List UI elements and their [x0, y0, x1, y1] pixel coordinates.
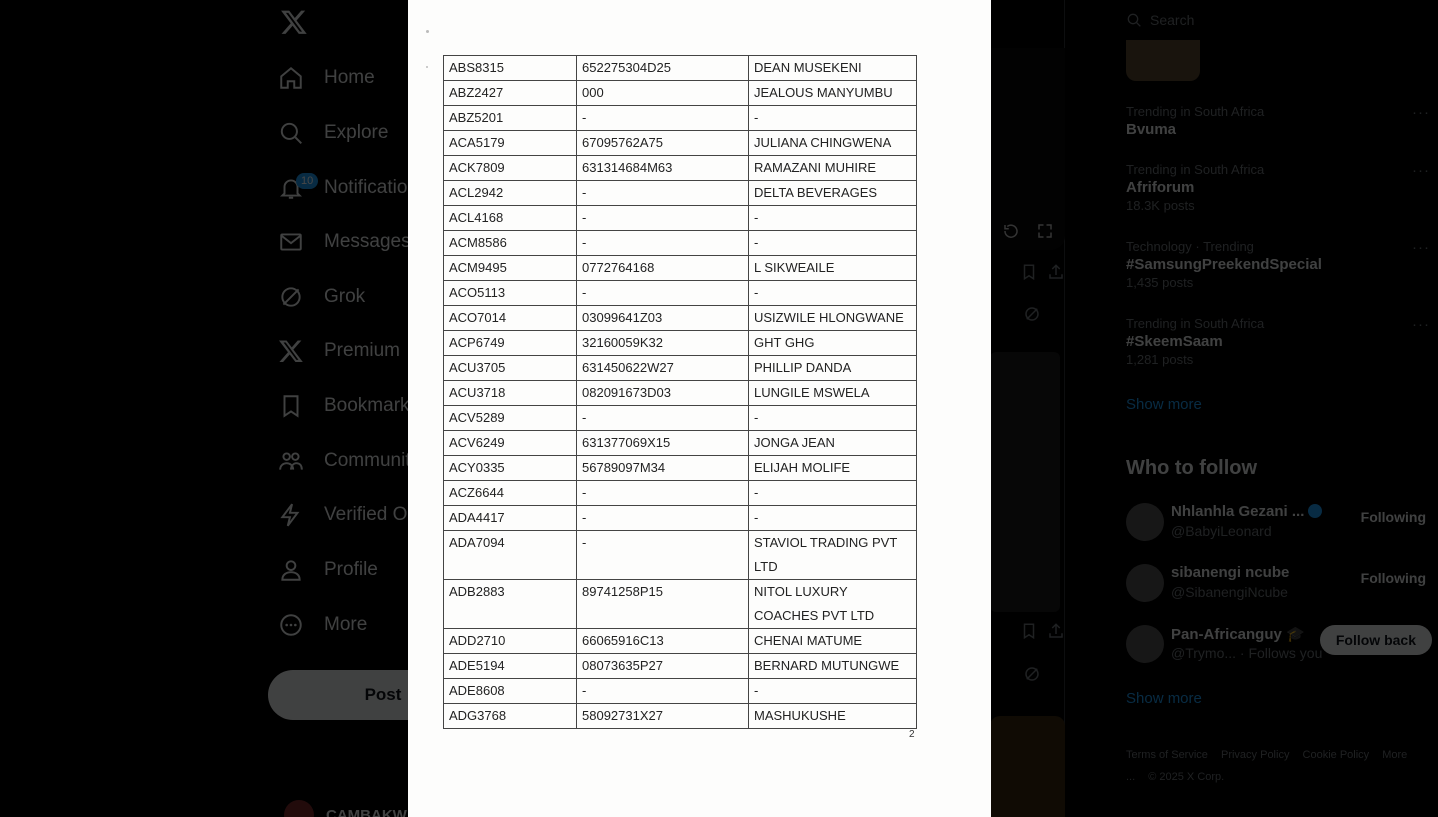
table-cell-name: DEAN MUSEKENI	[749, 56, 917, 81]
table-cell-id: 03099641Z03	[577, 306, 749, 331]
table-row	[444, 106, 917, 131]
table-cell-id: -	[577, 679, 749, 704]
table-cell-id: -	[577, 106, 749, 131]
table-row	[444, 456, 917, 481]
table-cell-name: PHILLIP DANDA	[749, 356, 917, 381]
table-cell-name: -	[749, 506, 917, 531]
table-cell-id: -	[577, 481, 749, 506]
table-cell-id: 631377069X15	[577, 431, 749, 456]
table-row	[444, 56, 917, 81]
table-row	[444, 256, 917, 281]
table-row	[444, 431, 917, 456]
table-cell-code: ACM8586	[444, 231, 577, 256]
table-cell-code: ACU3718	[444, 381, 577, 406]
document-image	[408, 0, 991, 817]
table-cell-name: -	[749, 206, 917, 231]
table-row	[444, 531, 917, 580]
table-cell-id: 32160059K32	[577, 331, 749, 356]
table-cell-id: 082091673D03	[577, 381, 749, 406]
table-cell-id: -	[577, 231, 749, 256]
table-cell-id: 0772764168	[577, 256, 749, 281]
table-cell-id: -	[577, 181, 749, 206]
table-cell-name: CHENAI MATUME	[749, 629, 917, 654]
table-row	[444, 331, 917, 356]
scan-speck	[426, 30, 429, 33]
table-row	[444, 231, 917, 256]
table-row	[444, 206, 917, 231]
table-cell-name: ELIJAH MOLIFE	[749, 456, 917, 481]
table-cell-code: ACV5289	[444, 406, 577, 431]
table-cell-id: 89741258P15	[577, 580, 749, 629]
table-cell-name: STAVIOL TRADING PVT LTD	[749, 531, 917, 580]
table-cell-name: -	[749, 679, 917, 704]
table-row	[444, 381, 917, 406]
table-cell-id: 58092731X27	[577, 704, 749, 729]
table-row	[444, 181, 917, 206]
table-cell-code: ADE5194	[444, 654, 577, 679]
table-cell-name: -	[749, 231, 917, 256]
table-cell-code: ACV6249	[444, 431, 577, 456]
table-cell-name: -	[749, 406, 917, 431]
registration-table	[443, 55, 917, 729]
table-cell-code: ACL4168	[444, 206, 577, 231]
table-cell-id: -	[577, 506, 749, 531]
table-row	[444, 704, 917, 729]
table-cell-code: ABS8315	[444, 56, 577, 81]
table-row	[444, 679, 917, 704]
table-cell-id: 000	[577, 81, 749, 106]
table-cell-name: JULIANA CHINGWENA	[749, 131, 917, 156]
table-row	[444, 131, 917, 156]
table-cell-code: ADE8608	[444, 679, 577, 704]
table-cell-id: 631450622W27	[577, 356, 749, 381]
table-row	[444, 81, 917, 106]
table-cell-id: 631314684M63	[577, 156, 749, 181]
table-cell-name: JONGA JEAN	[749, 431, 917, 456]
table-cell-id: -	[577, 531, 749, 580]
table-cell-id: -	[577, 206, 749, 231]
table-row	[444, 654, 917, 679]
table-cell-code: ACO5113	[444, 281, 577, 306]
table-cell-name: USIZWILE HLONGWANE	[749, 306, 917, 331]
table-cell-code: ACY0335	[444, 456, 577, 481]
table-cell-code: ACU3705	[444, 356, 577, 381]
table-row	[444, 406, 917, 431]
table-cell-id: 67095762A75	[577, 131, 749, 156]
table-row	[444, 481, 917, 506]
table-row	[444, 281, 917, 306]
table-cell-name: LUNGILE MSWELA	[749, 381, 917, 406]
table-cell-code: ACM9495	[444, 256, 577, 281]
table-cell-name: BERNARD MUTUNGWE	[749, 654, 917, 679]
table-cell-code: ABZ5201	[444, 106, 577, 131]
table-cell-code: ADG3768	[444, 704, 577, 729]
table-cell-name: -	[749, 281, 917, 306]
table-cell-name: RAMAZANI MUHIRE	[749, 156, 917, 181]
page-number: 2	[909, 729, 915, 740]
table-cell-name: DELTA BEVERAGES	[749, 181, 917, 206]
table-row	[444, 356, 917, 381]
table-cell-code: ACA5179	[444, 131, 577, 156]
table-cell-id: 652275304D25	[577, 56, 749, 81]
table-cell-code: ACO7014	[444, 306, 577, 331]
table-cell-id: 56789097M34	[577, 456, 749, 481]
table-row	[444, 156, 917, 181]
table-cell-id: 08073635P27	[577, 654, 749, 679]
table-cell-name: -	[749, 481, 917, 506]
table-row	[444, 629, 917, 654]
table-cell-code: ADA7094	[444, 531, 577, 580]
table-cell-name: -	[749, 106, 917, 131]
table-cell-code: ADD2710	[444, 629, 577, 654]
table-cell-code: ACK7809	[444, 156, 577, 181]
scan-speck	[426, 66, 428, 68]
table-cell-id: -	[577, 281, 749, 306]
table-cell-id: 66065916C13	[577, 629, 749, 654]
table-cell-code: ADB2883	[444, 580, 577, 629]
table-cell-code: ADA4417	[444, 506, 577, 531]
table-cell-code: ACZ6644	[444, 481, 577, 506]
table-row	[444, 506, 917, 531]
table-cell-name: JEALOUS MANYUMBU	[749, 81, 917, 106]
table-cell-code: ACP6749	[444, 331, 577, 356]
table-cell-name: NITOL LUXURY COACHES PVT LTD	[749, 580, 917, 629]
table-cell-code: ABZ2427	[444, 81, 577, 106]
table-cell-name: MASHUKUSHE	[749, 704, 917, 729]
table-row	[444, 580, 917, 629]
table-cell-name: GHT GHG	[749, 331, 917, 356]
table-cell-name: L SIKWEAILE	[749, 256, 917, 281]
table-cell-id: -	[577, 406, 749, 431]
table-cell-code: ACL2942	[444, 181, 577, 206]
table-row	[444, 306, 917, 331]
